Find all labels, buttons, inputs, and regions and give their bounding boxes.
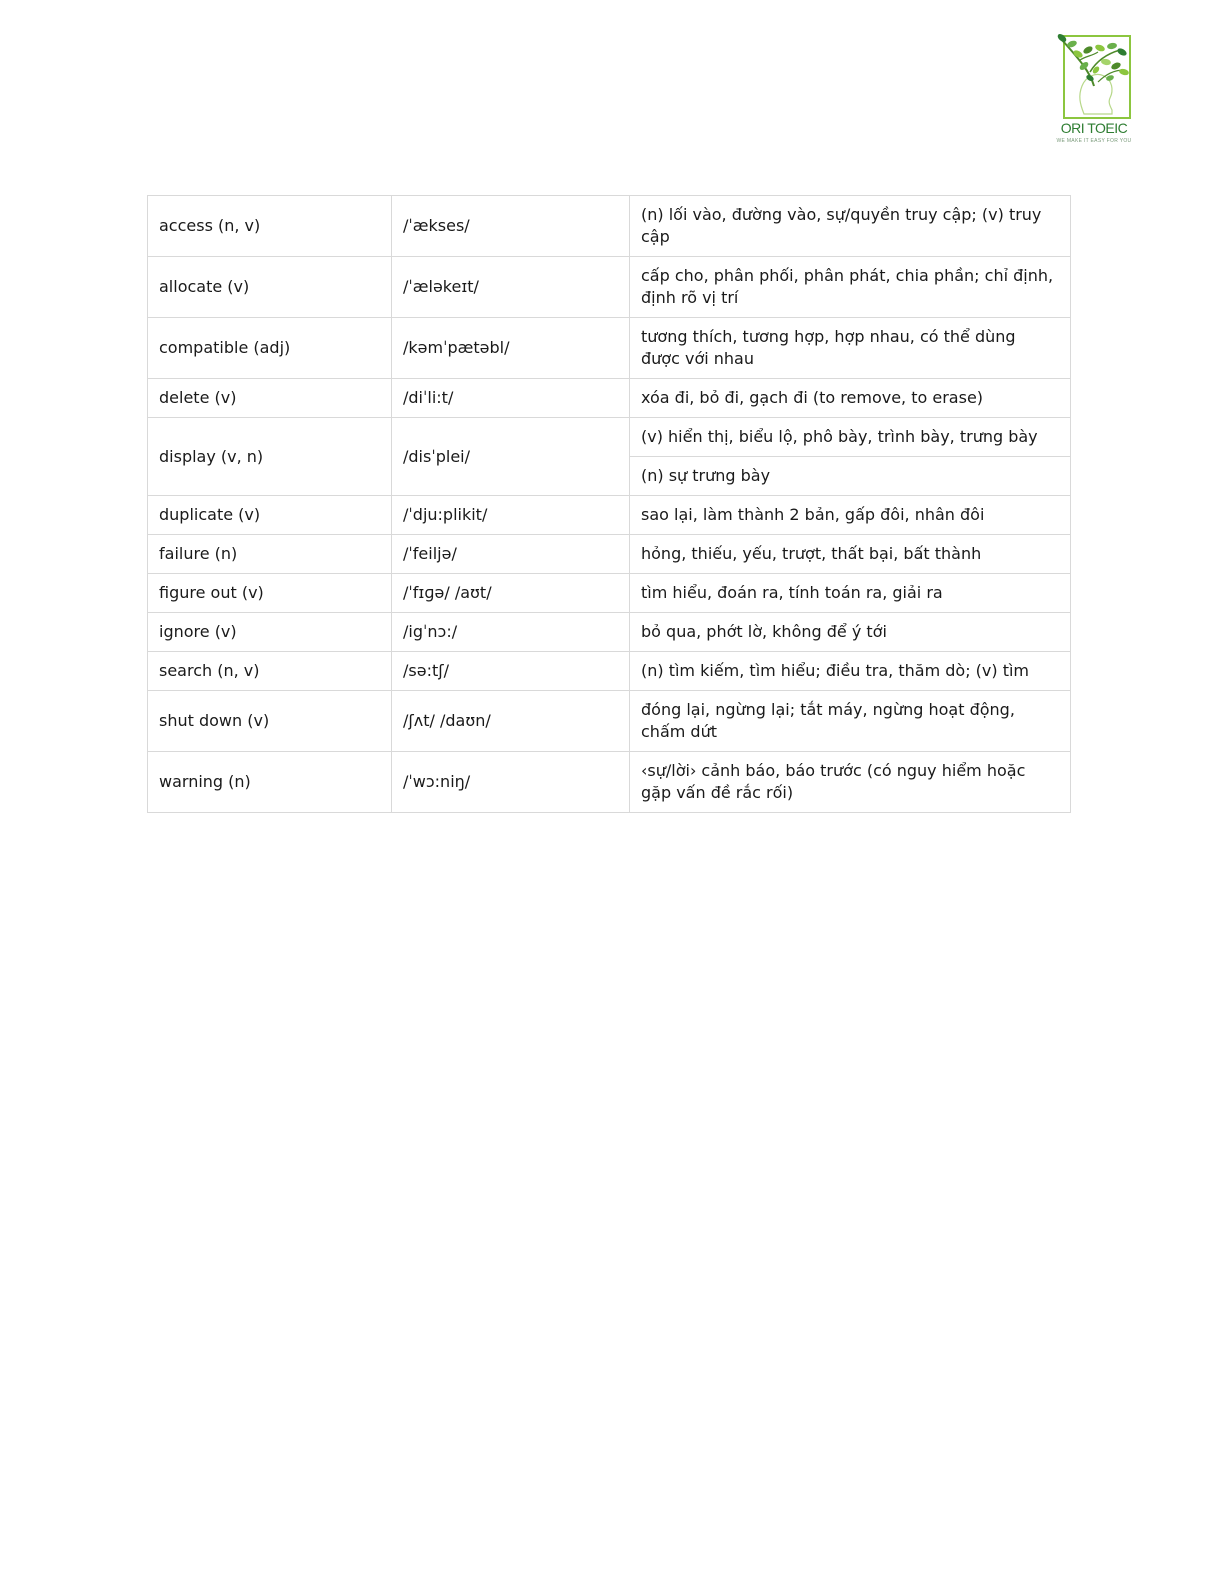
ipa-cell: /ˈdju:plikit/ xyxy=(392,496,630,535)
ipa-cell: /igˈnɔ:/ xyxy=(392,613,630,652)
ipa-cell: /disˈplei/ xyxy=(392,418,630,496)
ipa-cell: /ˈfeiljə/ xyxy=(392,535,630,574)
tree-logo-icon xyxy=(1050,26,1138,120)
brand-logo xyxy=(1050,26,1138,150)
table-row xyxy=(148,752,1071,813)
ipa-cell: /ˈfɪɡə/ /aʊt/ xyxy=(392,574,630,613)
meaning-cell: (n) sự trưng bày xyxy=(630,457,1071,496)
word-cell: figure out (v) xyxy=(148,574,392,613)
word-cell: duplicate (v) xyxy=(148,496,392,535)
meaning-cell: bỏ qua, phớt lờ, không để ý tới xyxy=(630,613,1071,652)
table-row xyxy=(148,418,1071,457)
word-cell: failure (n) xyxy=(148,535,392,574)
word-cell: search (n, v) xyxy=(148,652,392,691)
table-row xyxy=(148,535,1071,574)
word-cell: shut down (v) xyxy=(148,691,392,752)
ipa-cell: /diˈli:t/ xyxy=(392,379,630,418)
table-row xyxy=(148,652,1071,691)
ipa-cell: /ʃʌt/ /daʊn/ xyxy=(392,691,630,752)
word-cell: allocate (v) xyxy=(148,257,392,318)
table-row xyxy=(148,318,1071,379)
meaning-cell: đóng lại, ngừng lại; tắt máy, ngừng hoạt động, chấm dứt xyxy=(630,691,1071,752)
ipa-cell: /sə:tʃ/ xyxy=(392,652,630,691)
table-row xyxy=(148,196,1071,257)
ipa-cell: /kəmˈpætəbl/ xyxy=(392,318,630,379)
logo-wordmark: ORI TOEIC xyxy=(1060,120,1128,136)
word-cell: delete (v) xyxy=(148,379,392,418)
table-row xyxy=(148,691,1071,752)
meaning-cell: sao lại, làm thành 2 bản, gấp đôi, nhân đôi xyxy=(630,496,1071,535)
logo-tagline: WE MAKE IT EASY FOR YOU xyxy=(1056,138,1132,144)
table-row xyxy=(148,496,1071,535)
word-cell: warning (n) xyxy=(148,752,392,813)
meaning-cell: tương thích, tương hợp, hợp nhau, có thể dùng được với nhau xyxy=(630,318,1071,379)
meaning-cell: hỏng, thiếu, yếu, trượt, thất bại, bất thành xyxy=(630,535,1071,574)
meaning-cell: (n) lối vào, đường vào, sự/quyền truy cập; (v) truy cập xyxy=(630,196,1071,257)
table-row xyxy=(148,257,1071,318)
word-cell: access (n, v) xyxy=(148,196,392,257)
ipa-cell: /ˈækses/ xyxy=(392,196,630,257)
meaning-cell: (n) tìm kiếm, tìm hiểu; điều tra, thăm dò; (v) tìm xyxy=(630,652,1071,691)
meaning-cell: cấp cho, phân phối, phân phát, chia phần; chỉ định, định rõ vị trí xyxy=(630,257,1071,318)
meaning-cell: tìm hiểu, đoán ra, tính toán ra, giải ra xyxy=(630,574,1071,613)
table-row xyxy=(148,379,1071,418)
meaning-cell: xóa đi, bỏ đi, gạch đi (to remove, to erase) xyxy=(630,379,1071,418)
vocabulary-table xyxy=(147,195,1071,813)
word-cell: compatible (adj) xyxy=(148,318,392,379)
ipa-cell: /ˈæləkeɪt/ xyxy=(392,257,630,318)
meaning-cell: (v) hiển thị, biểu lộ, phô bày, trình bày, trưng bày xyxy=(630,418,1071,457)
word-cell: display (v, n) xyxy=(148,418,392,496)
meaning-cell: ‹sự/lời› cảnh báo, báo trước (có nguy hiểm hoặc gặp vấn đề rắc rối) xyxy=(630,752,1071,813)
table-row xyxy=(148,613,1071,652)
table-row xyxy=(148,574,1071,613)
word-cell: ignore (v) xyxy=(148,613,392,652)
ipa-cell: /ˈwɔ:niŋ/ xyxy=(392,752,630,813)
